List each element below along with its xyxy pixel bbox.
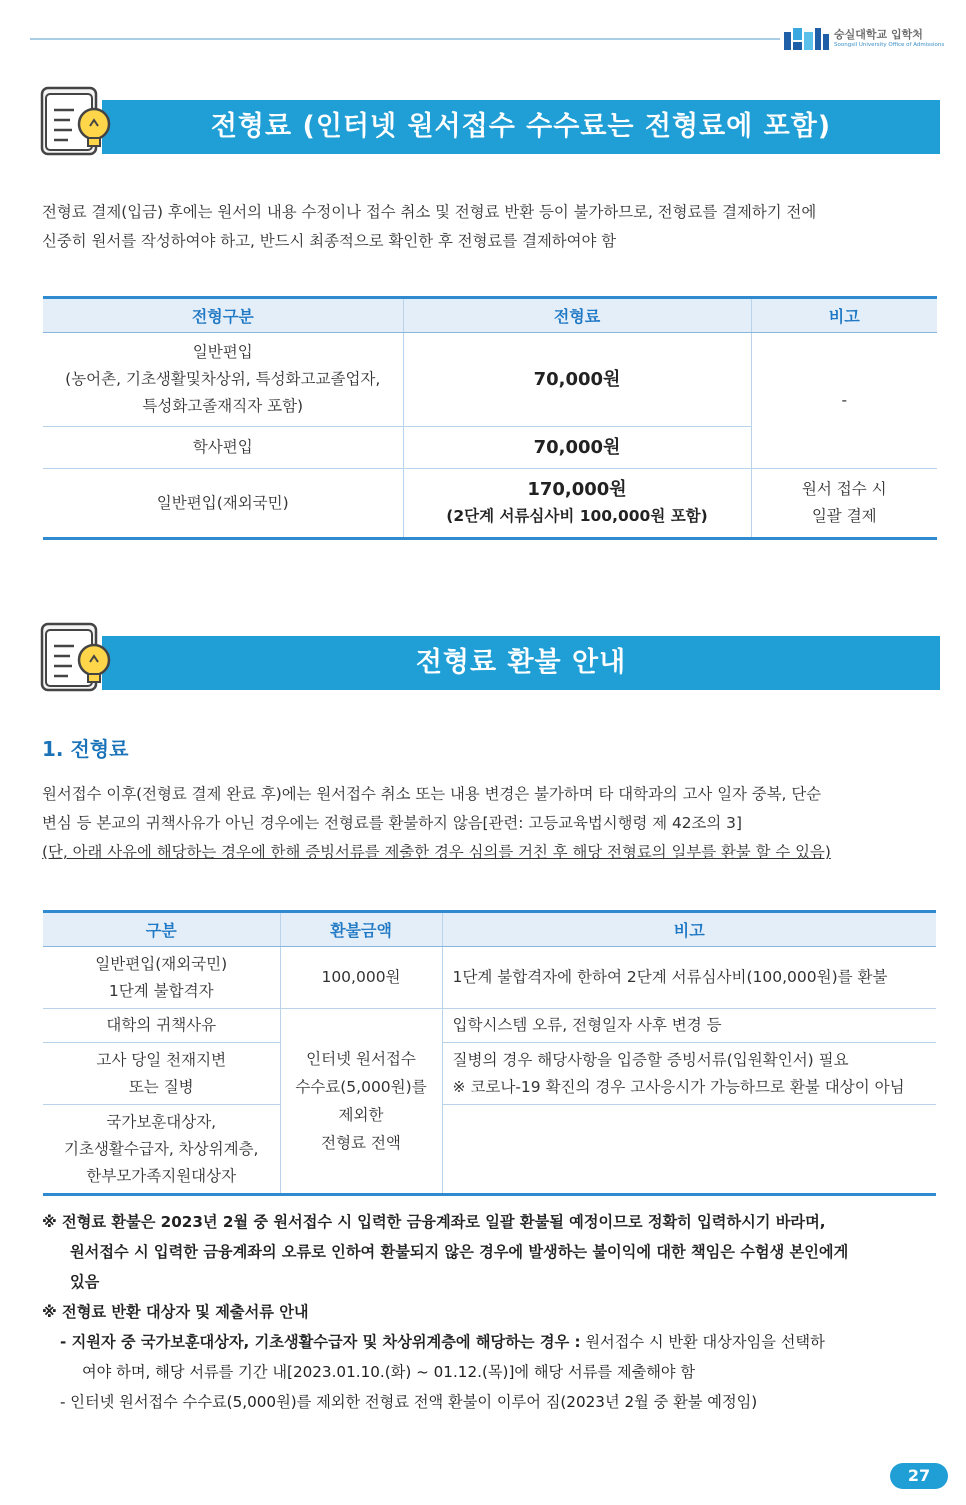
column-header: 구분 [43, 912, 280, 947]
cell-line: 국가보훈대상자, [106, 1112, 217, 1131]
note-cell: 입학시스템 오류, 전형일자 사후 변경 등 [442, 1009, 936, 1043]
cell-line: 수수료(5,000원)를 [295, 1078, 427, 1096]
logo-text: 숭실대학교 입학처 [834, 28, 923, 41]
note-line: ※ 전형료 환불은 2023년 2월 중 원서접수 시 입력한 금융계좌로 일괄 환불될 예정이므로 정확히 입력하시기 바라며, [42, 1213, 826, 1231]
cell-line: (농어촌, 기초생활및차상위, 특성화고교졸업자, [65, 370, 381, 388]
section2-title: 전형료 환불 안내 [415, 647, 627, 678]
admission-type-cell: 일반편입(재외국민) [43, 469, 403, 539]
cell-line: 특성화고졸재직자 포함) [142, 397, 304, 415]
cell-line: 제외한 [338, 1106, 384, 1124]
paragraph-line: (단, 아래 사유에 해당하는 경우에 한해 증빙서류를 제출한 경우 심의를 거친 후 해당 전형료의 일부를 환불 할 수 있음) [42, 843, 831, 861]
paragraph-line: 변심 등 본교의 귀책사유가 아닌 경우에는 전형료를 환불하지 않음[관련: 고등교육법시행령 제 42조의 3] [42, 814, 742, 832]
note-cell [442, 1043, 936, 1105]
paragraph-line: 신중히 원서를 작성하여야 하고, 반드시 최종적으로 확인한 후 전형료를 결제하여야 함 [42, 232, 617, 250]
note-line: 원서접수 시 입력한 금융계좌의 오류로 인하여 환불되지 않은 경우에 발생하는 불이익에 대한 책임은 수험생 본인에게 [70, 1243, 849, 1261]
table-row [43, 1009, 936, 1043]
cell-line: 기초생활수급자, 차상위계층, [64, 1139, 259, 1158]
cell-line: 전형료 전액 [321, 1134, 401, 1152]
section1-title: 전형료 (인터넷 원서접수 수수료는 전형료에 포함) [210, 111, 832, 142]
table-row [43, 947, 936, 1009]
note-bullet-text: 원서접수 시 반환 대상자임을 선택하 [580, 1333, 825, 1351]
refund-table [43, 910, 936, 1196]
category-cell [43, 1043, 280, 1105]
section2-paragraph [42, 780, 938, 867]
note-bullet-bold: - 지원자 중 국가보훈대상자, 기초생활수급자 및 차상위계층에 해당하는 경우 : [60, 1333, 581, 1351]
cell-line: 일반편입(재외국민) [95, 954, 228, 973]
header-rule [30, 38, 780, 40]
table-row [43, 1105, 936, 1195]
section1-banner [40, 86, 940, 154]
note-cell [442, 1105, 936, 1195]
column-header: 전형구분 [43, 298, 403, 333]
ssu-logo-icon [784, 28, 830, 52]
note-cell: - [751, 333, 937, 469]
paragraph-line: 전형료 결제(입금) 후에는 원서의 내용 수정이나 접수 취소 및 전형료 반환 등이 불가하므로, 전형료를 결제하기 전에 [42, 203, 817, 221]
refund-notes [42, 1207, 942, 1417]
admission-type-cell: 학사편입 [43, 427, 403, 469]
cell-line: 질병의 경우 해당사항을 입증할 증빙서류(입원확인서) 필요 [452, 1050, 849, 1069]
section-heading: 1. 전형료 [42, 737, 129, 761]
note-line: 여야 하며, 해당 서류를 기간 내[2023.01.10.(화) ~ 01.12.(목)]에 해당 서류를 제출해야 함 [82, 1363, 696, 1381]
page-number: 27 [890, 1463, 948, 1489]
university-logo [784, 22, 954, 56]
cell-line: 고사 당일 천재지변 [96, 1050, 227, 1069]
paragraph-line: 원서접수 이후(전형료 결제 완료 후)에는 원서접수 취소 또는 내용 변경은 불가하며 타 대학과의 고사 일자 중복, 단순 [42, 785, 822, 803]
note-cell: 1단계 불합격자에 한하여 2단계 서류심사비(100,000원)를 환불 [442, 947, 936, 1009]
cell-line: 일괄 결제 [811, 507, 877, 525]
column-header: 환불금액 [280, 912, 442, 947]
note-cell [751, 469, 937, 539]
fee-detail: (2단계 서류심사비 100,000원 포함) [446, 507, 708, 525]
cell-line: 일반편입 [192, 343, 253, 361]
cell-line: 인터넷 원서접수 [306, 1050, 416, 1068]
column-header: 전형료 [403, 298, 751, 333]
cell-line: 또는 질병 [128, 1077, 194, 1096]
category-cell [43, 1105, 280, 1195]
logo-subtext: Soongsil University Office of Admissions [834, 42, 945, 48]
table-row [43, 469, 937, 539]
category-cell [43, 947, 280, 1009]
note-bullet: - 인터넷 원서접수 수수료(5,000원)를 제외한 전형료 전액 환불이 이루어 짐(2023년 2월 중 환불 예정임) [60, 1393, 758, 1411]
note-line: ※ 전형료 반환 대상자 및 제출서류 안내 [42, 1303, 309, 1321]
section1-paragraph [42, 198, 938, 256]
category-cell: 대학의 귀책사유 [43, 1009, 280, 1043]
cell-line: ※ 코로나-19 확진의 경우 고사응시가 가능하므로 환불 대상이 아님 [452, 1077, 905, 1096]
fee-cell: 70,000원 [403, 427, 751, 469]
cell-line: 1단계 불합격자 [108, 981, 214, 1000]
fee-cell: 70,000원 [403, 333, 751, 427]
cell-line: 원서 접수 시 [801, 480, 887, 498]
refund-amount-cell [280, 1009, 442, 1195]
section2-banner [40, 622, 940, 690]
refund-amount-cell: 100,000원 [280, 947, 442, 1009]
note-bullet [42, 1327, 942, 1357]
column-header: 비고 [751, 298, 937, 333]
fee-table [43, 296, 937, 540]
fee-amount: 170,000원 [527, 479, 627, 500]
column-header: 비고 [442, 912, 936, 947]
cell-line: 한부모가족지원대상자 [86, 1166, 237, 1185]
fee-cell [403, 469, 751, 539]
admission-type-cell [43, 333, 403, 427]
note-line: 있음 [70, 1273, 100, 1291]
table-row [43, 1043, 936, 1105]
table-row [43, 333, 937, 427]
